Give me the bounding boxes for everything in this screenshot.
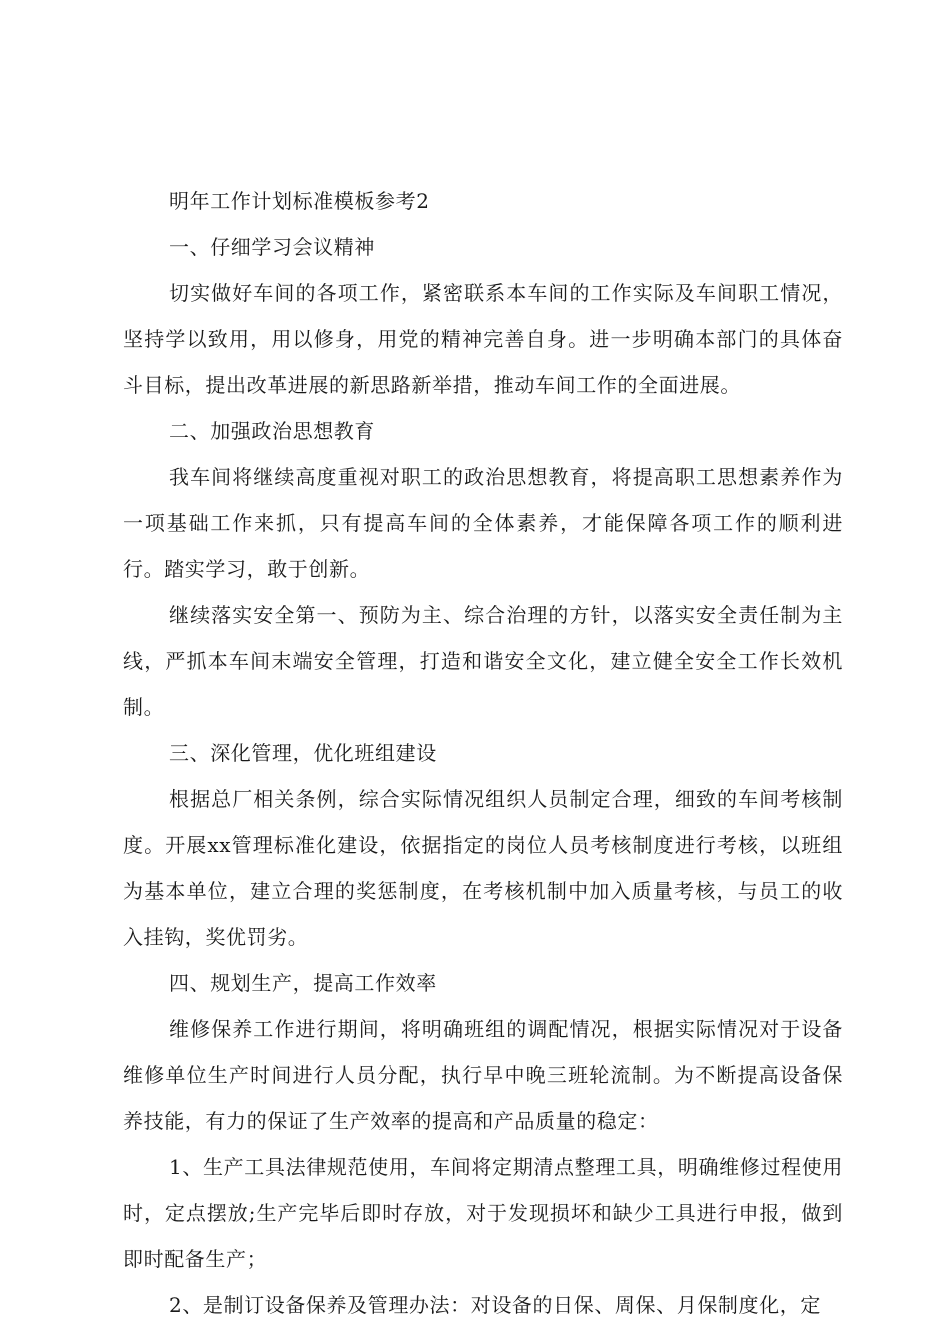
document-title: 明年工作计划标准模板参考2	[169, 189, 430, 213]
section-heading-2: 二、加强政治思想教育	[169, 419, 375, 443]
body-paragraph: 我车间将继续高度重视对职工的政治思想教育，将提高职工思想素养作为一项基础工作来抓，只有提高车间的全体素养，才能保障各项工作的顺利进行。踏实学习，敢于创新。	[123, 465, 843, 581]
section-heading-4: 四、规划生产，提高工作效率	[169, 971, 437, 995]
body-paragraph: 切实做好车间的各项工作，紧密联系本车间的工作实际及车间职工情况，坚持学以致用，用以修身，用党的精神完善自身。进一步明确本部门的具体奋斗目标，提出改革进展的新思路新举措，推动车间工作的全面进展。	[123, 281, 843, 397]
document-body	[123, 178, 843, 1328]
body-paragraph: 维修保养工作进行期间，将明确班组的调配情况，根据实际情况对于设备维修单位生产时间进行人员分配，执行早中晚三班轮流制。为不断提高设备保养技能，有力的保证了生产效率的提高和产品质量的稳定：	[123, 1017, 843, 1133]
list-item: 2、是制订设备保养及管理办法：对设备的日保、周保、月保制度化，定	[169, 1293, 821, 1317]
body-paragraph: 根据总厂相关条例，综合实际情况组织人员制定合理，细致的车间考核制度。开展xx管理标准化建设，依据指定的岗位人员考核制度进行考核，以班组为基本单位，建立合理的奖惩制度，在考核机制中加入质量考核，与员工的收入挂钩，奖优罚劣。	[123, 787, 843, 949]
section-heading-1: 一、仔细学习会议精神	[169, 235, 375, 259]
body-paragraph: 继续落实安全第一、预防为主、综合治理的方针，以落实安全责任制为主线，严抓本车间末端安全管理，打造和谐安全文化，建立健全安全工作长效机制。	[123, 603, 843, 719]
section-heading-3: 三、深化管理，优化班组建设	[169, 741, 437, 765]
list-item: 1、生产工具法律规范使用，车间将定期清点整理工具，明确维修过程使用时，定点摆放;生产完毕后即时存放，对于发现损坏和缺少工具进行申报，做到即时配备生产；	[123, 1155, 843, 1271]
